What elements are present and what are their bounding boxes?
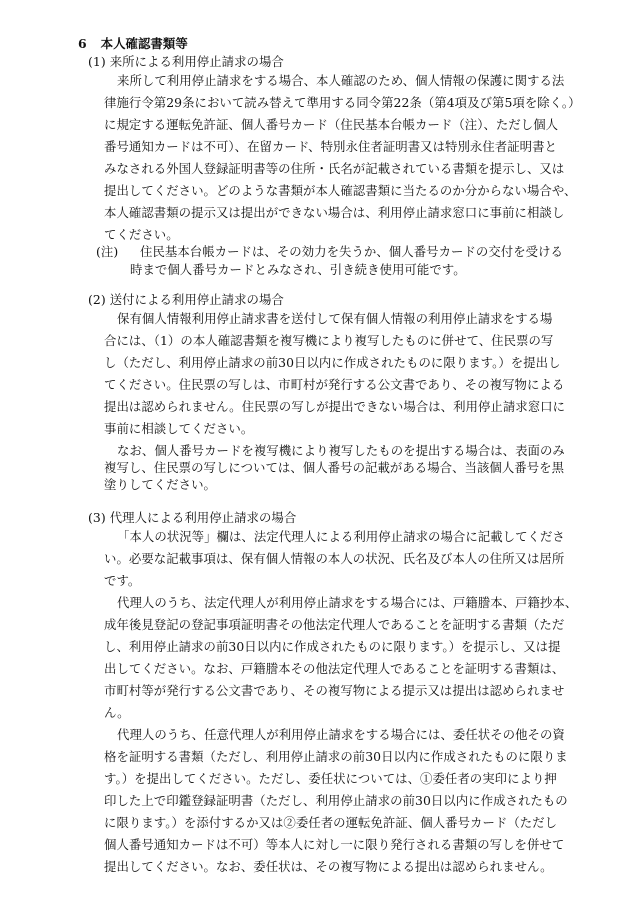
section-number: 6 xyxy=(78,36,87,51)
sub1-line: 本人確認書類の提示又は提出ができない場合は、利用停止請求窓口に事前に相談し xyxy=(104,205,565,220)
sub1-heading: (1) 来所による利用停止請求の場合 xyxy=(88,54,284,69)
sub3-line: 市町村等が発行する公文書であり、その複写物による提示又は提出は認められませ xyxy=(104,683,565,698)
sub3-line: です。 xyxy=(104,573,141,588)
sub3-line: 個人番号通知カードは不可）等本人に対し一に限り発行される書類の写しを併せて xyxy=(104,837,565,852)
sub2-line: 複写し、住民票の写しについては、個人番号の記載がある場合、当該個人番号を黒 xyxy=(104,460,565,475)
sub3-line: ん。 xyxy=(104,705,130,720)
sub3-line: 格を証明する書類（ただし、利用停止請求の前30日以内に作成されたものに限りま xyxy=(104,749,568,764)
note-line: 住民基本台帳カードは、その効力を失うか、個人番号カードの交付を受ける xyxy=(140,244,563,259)
sub2-line: 事前に相談してください。 xyxy=(104,421,254,436)
sub3-line: 提出してください。なお、委任状は、その複写物による提出は認められません。 xyxy=(104,859,553,874)
sub3-heading: (3) 代理人による利用停止請求の場合 xyxy=(88,510,297,525)
sub1-line: てください。 xyxy=(104,227,179,242)
sub2-line: し（ただし、利用停止請求の前30日以内に作成されたものに限ります。）を提出し xyxy=(104,355,561,370)
sub3-line: 代理人のうち、任意代理人が利用停止請求をする場合には、委任状その他その資 xyxy=(117,727,565,742)
sub3-line: 成年後見登記の登記事項証明書その他法定代理人であることを証明する書類（ただ xyxy=(104,617,565,632)
sub2-line: 提出は認められません。住民票の写しが提出できない場合は、利用停止請求窓口に xyxy=(104,399,566,414)
sub1-line: 提出してください。どのような書類が本人確認書類に当たるのか分からない場合や、 xyxy=(104,183,577,198)
section-title: 本人確認書類等 xyxy=(100,36,188,51)
sub1-line: に規定する運転免許証、個人番号カード（住民基本台帳カード（注）、ただし個人 xyxy=(104,117,559,132)
sub3-line: 印した上で印鑑登録証明書（ただし、利用停止請求の前30日以内に作成されたもの xyxy=(104,793,568,808)
sub3-line: 「本人の状況等」欄は、法定代理人による利用停止請求の場合に記載してくださ xyxy=(117,529,565,544)
sub2-line: 塗りしてください。 xyxy=(104,477,216,492)
sub3-line: 代理人のうち、法定代理人が利用停止請求をする場合には、戸籍謄本、戸籍抄本、 xyxy=(117,595,578,610)
sub3-line: し、利用停止請求の前30日以内に作成されたものに限ります。）を提示し、又は提 xyxy=(104,639,561,654)
sub1-line: 来所して利用停止請求をする場合、本人確認のため、個人情報の保護に関する法 xyxy=(117,73,565,88)
note-line: 時まで個人番号カードとみなされ、引き続き使用可能です。 xyxy=(130,262,466,277)
section-heading xyxy=(78,36,188,52)
sub2-line: 保有個人情報利用停止請求書を送付して保有個人情報の利用停止請求をする場 xyxy=(117,311,553,326)
sub3-line: い。必要な記載事項は、保有個人情報の本人の状況、氏名及び本人の住所又は居所 xyxy=(104,551,565,566)
note-label: (注) xyxy=(96,244,119,259)
sub2-heading: (2) 送付による利用停止請求の場合 xyxy=(88,292,284,307)
sub2-line: てください。住民票の写しは、市町村が発行する公文書であり、その複写物による xyxy=(104,377,565,392)
sub3-line: に限ります。）を添付するか又は②委任者の運転免許証、個人番号カード（ただし xyxy=(104,815,558,830)
sub1-line: 番号通知カードは不可）、在留カード、特別永住者証明書又は特別永住者証明書と xyxy=(104,139,557,154)
sub3-line: 出してください。なお、戸籍謄本その他法定代理人であることを証明する書類は、 xyxy=(104,661,565,676)
sub3-line: す。）を提出してください。ただし、委任状については、①委任者の実印により押 xyxy=(104,771,557,786)
sub1-line: 律施行令第29条において読み替えて準用する同令第22条（第4項及び第5項を除く。） xyxy=(104,95,581,110)
sub2-line: 合には、（1）の本人確認書類を複写機により複写したものに併せて、住民票の写 xyxy=(104,333,554,348)
sub1-line: みなされる外国人登録証明書等の住所・氏名が記載されている書類を提示し、又は xyxy=(104,161,565,176)
sub2-line: なお、個人番号カードを複写機により複写したものを提出する場合は、表面のみ xyxy=(117,443,565,458)
